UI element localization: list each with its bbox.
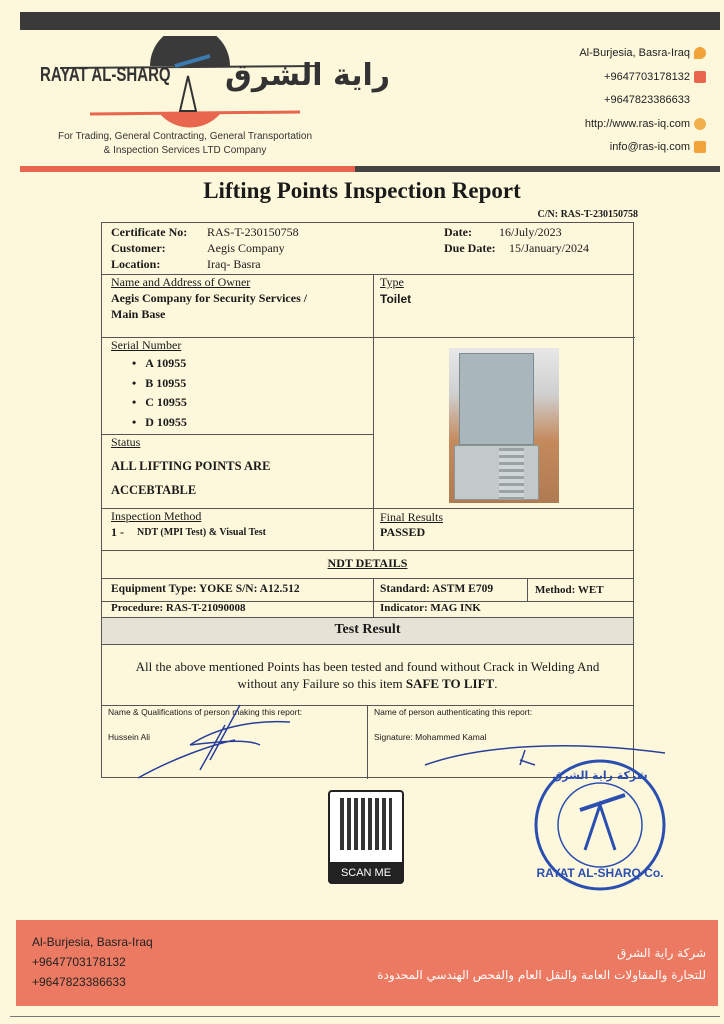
serial-label: Serial Number (111, 338, 182, 352)
method-value: NDT (MPI Test) & Visual Test (137, 527, 267, 538)
location-pin-icon (694, 47, 706, 59)
svg-text:RAYAT AL-SHARQ Co.: RAYAT AL-SHARQ Co. (536, 866, 664, 880)
test-result-title: Test Result (334, 622, 401, 637)
svg-text:شركة راية الشرق: شركة راية الشرق (552, 769, 648, 782)
phone-1: +9647703178132 (604, 70, 690, 83)
type-value: Toilet (380, 292, 412, 306)
footer-company-ar: شركة راية الشرق (617, 946, 706, 960)
certificate-value: RAS-T-230150758 (207, 225, 299, 239)
location-value: Iraq- Basra (207, 257, 261, 271)
serial-item: • A 10955 (132, 356, 187, 370)
globe-icon (694, 118, 706, 130)
standard: Standard: ASTM E709 (380, 583, 494, 595)
company-tagline (40, 130, 330, 158)
date-value: 16/July/2023 (499, 225, 562, 239)
equipment-type: Equipment Type: YOKE S/N: A12.512 (111, 583, 300, 595)
due-date-label: Due Date: (444, 241, 496, 255)
tagline-line: & Inspection Services LTD Company (103, 145, 267, 156)
serial-item: • B 10955 (132, 376, 187, 390)
page-bottom-line (10, 1016, 720, 1017)
final-results-label: Final Results (380, 510, 444, 524)
maker-name: Hussein Ali (108, 732, 151, 742)
report-title: Lifting Points Inspection Report (203, 178, 521, 203)
status-label: Status (111, 435, 141, 449)
report-table (101, 222, 634, 778)
maker-signature (130, 700, 330, 785)
location-label: Location: (111, 257, 161, 271)
qr-code[interactable] (328, 790, 404, 884)
due-date-value: 15/January/2024 (509, 241, 589, 255)
divider-accent (20, 166, 355, 172)
phone-icon (694, 71, 706, 83)
status-line: ALL LIFTING POINTS ARE (111, 459, 271, 473)
owner-line: Aegis Company for Security Services / (111, 291, 308, 305)
status-line: ACCEBTABLE (111, 483, 197, 497)
contact-info (579, 42, 706, 160)
result-text: All the above mentioned Points has been tested and found without Crack in Welding And (135, 659, 600, 674)
date-label: Date: (444, 225, 472, 239)
maker-label: Name & Qualifications of person making this report: (108, 707, 303, 717)
authenticator-name: Signature: Mohammed Kamal (374, 732, 487, 742)
company-stamp (530, 755, 670, 895)
procedure: Procedure: RAS-T-21090008 (111, 602, 246, 614)
company-name-ar: راية الشرق (225, 58, 391, 93)
customer-value: Aegis Company (207, 241, 285, 255)
footer-address: Al-Burjesia, Basra-Iraq (32, 935, 153, 949)
website-link[interactable]: http://www.ras-iq.com (584, 117, 690, 130)
serial-item: • C 10955 (132, 395, 187, 409)
footer (16, 920, 718, 1006)
ndt-details-title: NDT DETAILS (327, 556, 408, 570)
footer-phone: +9647823386633 (32, 975, 126, 989)
divider-dark (355, 166, 720, 172)
method-number: 1 - (111, 525, 124, 539)
result-text: without any Failure so this item SAFE TO LIFT. (237, 676, 498, 691)
address: Al-Burjesia, Basra-Iraq (579, 47, 690, 59)
type-label: Type (380, 275, 404, 289)
customer-label: Customer: (111, 241, 166, 255)
owner-line: Main Base (111, 307, 166, 321)
phone-2: +9647823386633 (604, 94, 690, 106)
authenticator-label: Name of person authenticating this report: (374, 707, 533, 717)
certificate-label: Certificate No: (111, 225, 188, 239)
company-name-en: RAYAT AL-SHARQ (40, 64, 171, 86)
final-results-value: PASSED (380, 525, 426, 539)
cn-number: C/N: RAS-T-230150758 (537, 209, 638, 220)
footer-tagline-ar: للتجارة والمقاولات العامة والنقل العام والفحص الهندسي المحدودة (377, 968, 706, 982)
mail-icon (694, 141, 706, 153)
toilet-photo (449, 348, 559, 503)
tagline-line: For Trading, General Contracting, General Transportation (57, 131, 313, 142)
serial-item: • D 10955 (132, 415, 187, 429)
email-link[interactable]: info@ras-iq.com (609, 141, 690, 153)
owner-label: Name and Address of Owner (111, 275, 251, 289)
scan-me-label: SCAN ME (328, 862, 404, 884)
inspection-method-label: Inspection Method (111, 509, 202, 523)
header-bar (20, 12, 720, 30)
qr-code-icon (340, 798, 392, 850)
footer-phone: +9647703178132 (32, 955, 126, 969)
ndt-method: Method: WET (535, 584, 604, 596)
indicator: Indicator: MAG INK (380, 602, 481, 614)
